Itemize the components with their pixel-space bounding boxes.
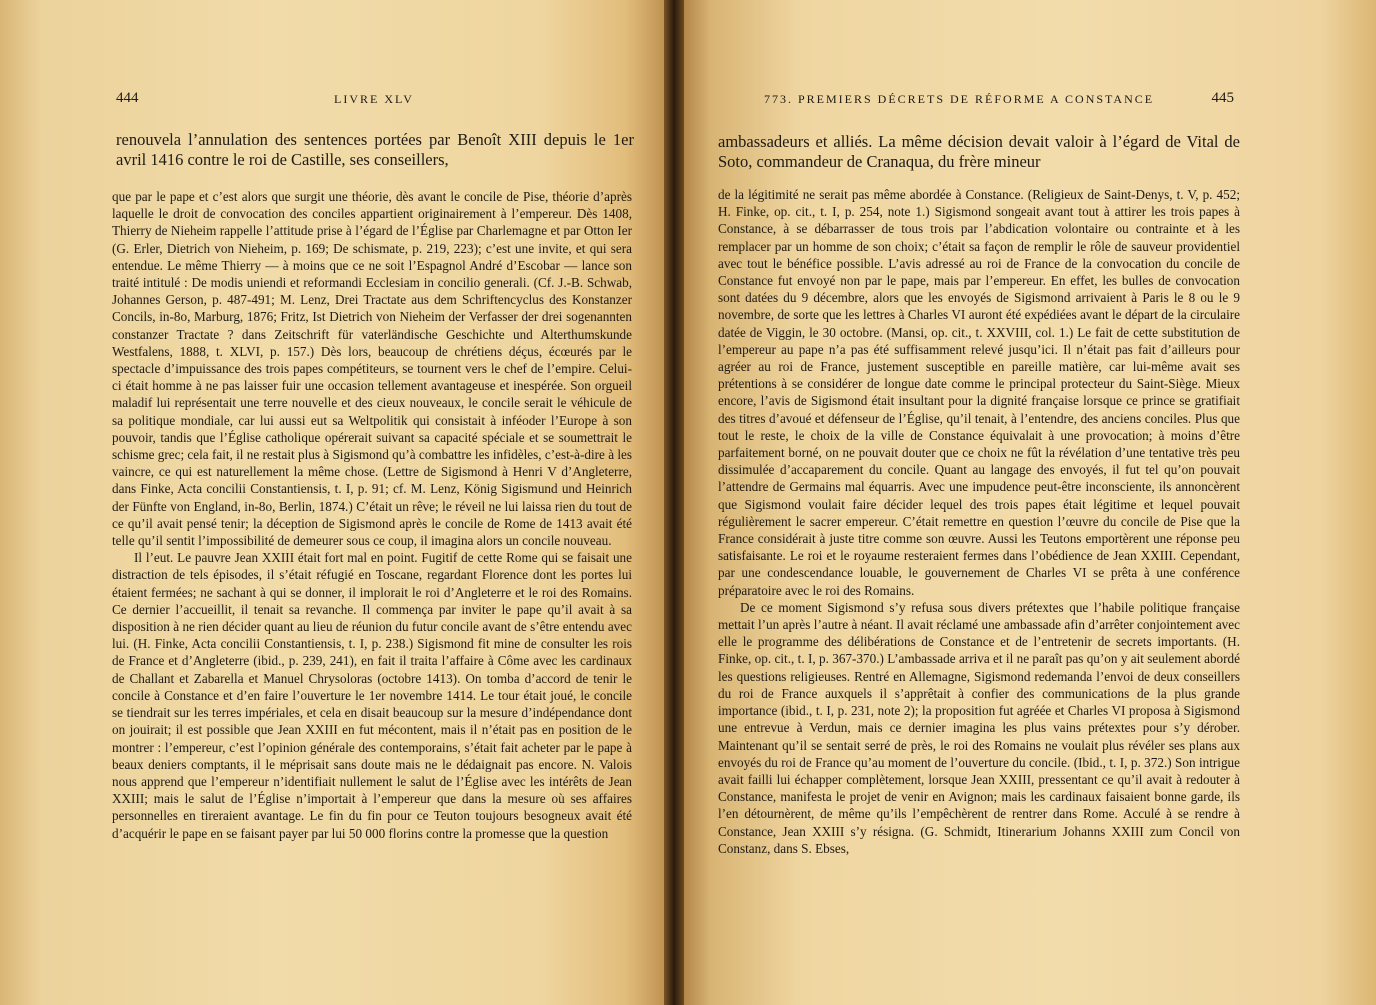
page-number: 445 xyxy=(1211,90,1234,106)
footnote-paragraph: Il l’eut. Le pauvre Jean XXIII était fort mal en point. Fugitif de cette Rome qui se faisait une distraction de tels épisodes, il s’était réfugié en Toscane, regardant Florence dont les portes lui étaient fermées; ne sachant à qui se donner, il implorait le roi d’Angleterre et le roi des Romains. Ce dernier l’accueillit, il tenait sa revanche. Il commença par inviter le pape qu’il avait à sa disposition à ne rien décider quant au lieu de réunion du futur concile avant de s’être entendu avec lui. (H. Finke, Acta concilii Constantiensis, t. I, p. 238.) Sigismond fit mine de consulter les rois de France et d’Angleterre (ibid., p. 239, 241), en fait il traita l’affaire à Côme avec les cardinaux de Challant et Zabarella et Manuel Chrysoloras (octobre 1413). On tomba d’accord de tenir le concile à Constance et d’en faire l’ouverture le 1er novembre 1414. Le tour était joué, le concile se tiendrait sur les terres impériales, et cela en disait beaucoup sur la mesure d’indépendance dont on jouirait; il est possible que Jean XXIII en fut mécontent, mais il n’était pas en position de le montrer : l’empereur, c’est l’opinion générale des contemporains, s’était fait acheter par le pape à beaux deniers comptants, il le méprisait sans doute mais ne le dédaignait pas encore. N. Valois nous apprend que l’empereur n’identifiait nullement le salut de l’Église avec les intérêts de Jean XXIII; mais le salut de l’Église n’importait à l’empereur que dans la mesure où ses affaires personnelles en tireraient avantage. Le fin du fin pour ce Teuton toujours besogneux avait été d’acquérir le pape en se faisant payer par lui 50 000 florins contre la promesse que la question xyxy=(112,550,632,841)
page-number: 444 xyxy=(116,90,139,106)
footnote-paragraph: de la légitimité ne serait pas même abordée à Constance. (Religieux de Saint-Denys, t. V, p. 452; H. Finke, op. cit., t. I, p. 254, note 1.) Sigismond songeait avant tout à attirer les trois papes à Constance, à se débarrasser de tous trois par l’abdication volontaire ou contrainte et à les remplacer par un homme de son choix; c’était sa façon de remplir le rôle de sauveur providentiel avec tout le bénéfice possible. L’avis adressé au roi de France de la convocation du concile de Constance fut envoyé non par le pape, mais par l’empereur. En effet, les bulles de convocation sont datées du 9 décembre, alors que les envoyés de Sigismond arrivaient à Paris le 8 ou le 9 novembre, de sorte que les lettres à Charles VI auront été expédiées avant le départ de la circulaire datée de Viggin, le 30 octobre. (Mansi, op. cit., t. XXVIII, col. 1.) Le fait de cette substitution de l’empereur au pape n’a pas été suffisamment relevé jusqu’ici. Il n’était pas fait d’ailleurs pour agréer au roi de France, justement susceptible en pareille matière, car lui-même avait ses prétentions à se considérer de longue date comme le principal protecteur du Saint-Siège. Mieux encore, l’avis de Sigismond était insultant pour la dignité française lorsque ce prince se gratifiait des titres d’avoué et défenseur de l’Église, qu’il tenait, à l’entendre, des anciens conciles. Plus que tout le reste, le choix de la ville de Constance équivalait à une provocation; à moins d’être parfaitement borné, on ne pouvait douter que ce choix ne fût la révélation d’une tentative très peu dissimulée d’accaparement du concile. Quant au langage des envoyés, il fut tel qu’on pouvait l’attendre de Germains mal équarris. Avec une impudence peut-être inconsciente, ils annoncèrent que Sigismond voulait faire décider lequel des trois papes était légitime et lequel pouvait régulièrement le sacrer empereur. C’était remettre en question l’œuvre du concile de Pise que la France considérait à juste titre comme son œuvre. Aussi les Teutons emportèrent une réponse peu satisfaisante. Le roi et le royaume resteraient fermes dans l’obédience de Jean XXIII. Cependant, par une condescendance louable, le gouvernement de Charles VI se prêta à une conférence préparatoire avec le roi des Romains. xyxy=(718,187,1240,598)
lead-text xyxy=(718,132,1240,172)
lead-text xyxy=(116,130,634,170)
book-gutter xyxy=(664,0,684,1005)
running-head: 773. PREMIERS DÉCRETS DE RÉFORME A CONSTANCE xyxy=(764,92,1155,106)
footnote-block xyxy=(718,186,1240,857)
lead-paragraph: renouvela l’annulation des sentences portées par Benoît XIII depuis le 1er avril 1416 contre le roi de Castille, ses conseillers, xyxy=(116,130,634,169)
running-head: LIVRE XLV xyxy=(334,92,414,106)
footnote-paragraph: que par le pape et c’est alors que surgit une théorie, dès avant le concile de Pise, théorie d’après laquelle le droit de convocation des conciles appartient originairement à l’empereur. Dès 1408, Thierry de Nieheim rappelle l’attitude prise à l’égard de l’Église par Charlemagne et par Otton Ier (G. Erler, Dietrich von Nieheim, p. 169; De schismate, p. 219, 223); c’est une invite, et qui sera entendue. Le même Thierry — à moins que ce ne soit l’Espagnol André d’Escobar — lance son traité intitulé : De modis uniendi et reformandi Ecclesiam in concilio generali. (Cf. J.-B. Schwab, Johannes Gerson, p. 487-491; M. Lenz, Drei Tractate aus dem Schriftencyclus des Konstanzer Concils, in-8o, Marburg, 1876; Fritz, Ist Dietrich von Nieheim der Verfasser der drei sogenannten constanzer Tractate ? dans Zeitschrift für vaterländische Geschichte und Alterthumskunde Westfalens, 1888, t. XLVI, p. 157.) Dès lors, beaucoup de chrétiens déçus, écœurés par le spectacle d’impuissance des trois papes compétiteurs, se tournent vers le chef de l’empire. Celui-ci était homme à ne pas laisser fuir une occasion tellement avantageuse et inespérée. Son orgueil maladif lui représentait une terre nouvelle et des cieux nouveaux, le concile serait le véhicule de sa politique mondiale, car lui aussi eut sa Weltpolitik qui consistait à inféoder l’Europe à son pouvoir, tandis que l’Église catholique opérerait suivant sa capacité spéciale et se soumettrait le schisme grec; cela fait, il ne restait plus à Sigismond qu’à combattre les infidèles, c’est-à-dire à les vaincre, ce qui est naturellement la même chose. (Lettre de Sigismond à Henri V d’Angleterre, dans Finke, Acta concilii Constantiensis, t. I, p. 91; cf. M. Lenz, König Sigismund und Heinrich der Fünfte von England, in-8o, Berlin, 1874.) C’était un rêve; le réveil ne lui laissa rien du tout de ce qu’il avait pensé tenir; la déception de Sigismond après le concile de Rome de 1413 avait été telle qu’il sentit l’impossibilité de demeurer sous ce coup, il imagina alors un concile nouveau. xyxy=(112,189,632,549)
left-page xyxy=(0,0,672,1005)
right-page xyxy=(676,0,1376,1005)
footnote-paragraph: De ce moment Sigismond s’y refusa sous divers prétextes que l’habile politique française mettait l’un après l’autre à néant. Il avait réclamé une ambassade afin d’arrêter conjointement avec elle le programme des délibérations de Constance et de l’entretenir de secrets importants. (H. Finke, op. cit., t. I, p. 367-370.) L’ambassade arriva et il ne paraît pas qu’on y ait seulement abordé les questions religieuses. Rentré en Allemagne, Sigismond redemanda l’envoi de deux conseillers du roi de France auxquels il s’apprêtait à confier des communications de la plus grande importance (ibid., t. I, p. 231, note 2); la proposition fut agréée et Charles VI proposa à Sigismond une entrevue à Verdun, mais ce dernier imagina les plus vains prétextes pour s’y dérober. Maintenant qu’il se sentait serré de près, le roi des Romains ne voulait plus révéler ses plans aux envoyés du roi de France qu’au moment de l’ouverture du concile. (Ibid., t. I, p. 372.) Son intrigue avait failli lui échapper complètement, lorsque Jean XXIII, pressentant ce qu’il avait à redouter à Constance, manifesta le projet de venir en Avignon; mais les cardinaux faisaient bonne garde, ils l’en détournèrent, de même qu’ils l’empêchèrent de rentrer dans Rome. Acculé à se rendre à Constance, Jean XXIII s’y résigna. (G. Schmidt, Itinerarium Johanns XXIII zum Concil von Constanz, dans S. Ebses, xyxy=(718,599,1240,856)
lead-paragraph: ambassadeurs et alliés. La même décision devait valoir à l’égard de Vital de Soto, commandeur de Cranaqua, du frère mineur xyxy=(718,132,1240,171)
footnote-block xyxy=(112,188,632,842)
